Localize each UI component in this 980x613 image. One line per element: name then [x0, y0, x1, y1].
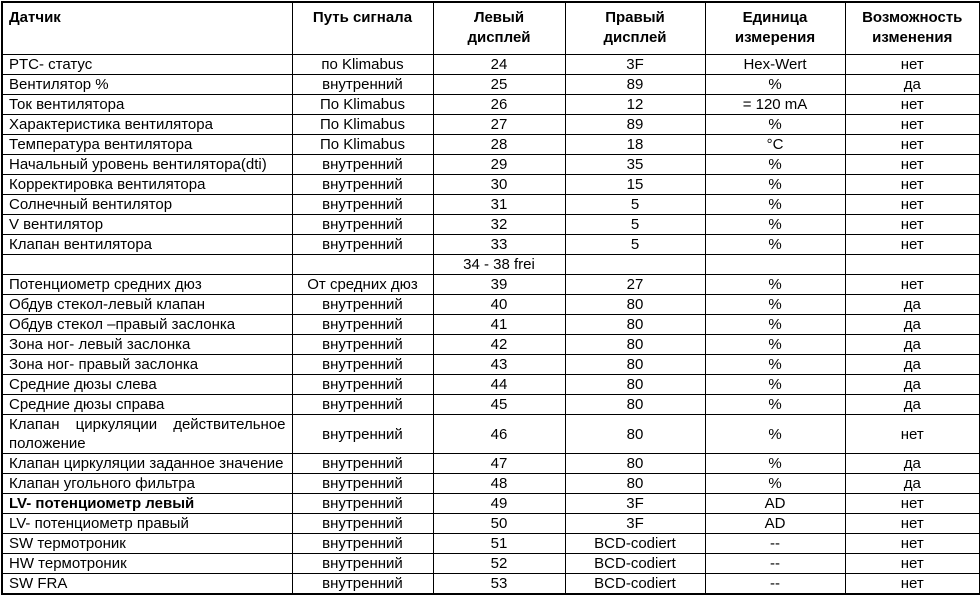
unit-cell: % — [705, 395, 845, 415]
table-row — [2, 155, 980, 175]
table-row — [2, 315, 980, 335]
unit-cell: % — [705, 155, 845, 175]
unit-cell: % — [705, 75, 845, 95]
changeable-cell: да — [845, 474, 980, 494]
unit-cell: AD — [705, 494, 845, 514]
table-row — [2, 55, 980, 75]
right-display-cell: 89 — [565, 75, 705, 95]
changeable-cell: нет — [845, 494, 980, 514]
header-line: дисплей — [467, 29, 531, 46]
signal-path-cell: внутренний — [292, 315, 433, 335]
header-line: дисплей — [603, 29, 667, 46]
sensor-name-cell: SW термотроник — [2, 534, 292, 554]
left-display-cell: 40 — [433, 295, 565, 315]
sensor-name-cell: Обдув стекол-левый клапан — [2, 295, 292, 315]
right-display-cell: 12 — [565, 95, 705, 115]
table-row — [2, 115, 980, 135]
unit-cell: % — [705, 315, 845, 335]
changeable-cell: да — [845, 375, 980, 395]
sensor-name-cell: Солнечный вентилятор — [2, 195, 292, 215]
right-display-cell: 89 — [565, 115, 705, 135]
signal-path-cell: внутренний — [292, 235, 433, 255]
right-display-cell: BCD-codiert — [565, 534, 705, 554]
table-row — [2, 335, 980, 355]
sensor-name-cell: Начальный уровень вентилятора(dti) — [2, 155, 292, 175]
left-display-cell: 28 — [433, 135, 565, 155]
changeable-cell: нет — [845, 115, 980, 135]
header-line: Путь сигнала — [312, 9, 413, 26]
right-display-cell: 5 — [565, 235, 705, 255]
table-row — [2, 574, 980, 595]
column-header-right-display — [565, 2, 705, 55]
sensor-name-cell: Средние дюзы слева — [2, 375, 292, 395]
changeable-cell: нет — [845, 175, 980, 195]
signal-path-cell: внутренний — [292, 514, 433, 534]
signal-path-cell: внутренний — [292, 574, 433, 595]
changeable-cell: нет — [845, 275, 980, 295]
right-display-cell: 27 — [565, 275, 705, 295]
changeable-cell: нет — [845, 215, 980, 235]
sensor-name-cell: LV- потенциометр правый — [2, 514, 292, 534]
changeable-cell: нет — [845, 95, 980, 115]
right-display-cell: BCD-codiert — [565, 554, 705, 574]
sensor-name-cell: Потенциометр средних дюз — [2, 275, 292, 295]
right-display-cell: 35 — [565, 155, 705, 175]
sensor-name-cell: PTC- статус — [2, 55, 292, 75]
table-body — [2, 55, 980, 595]
changeable-cell: да — [845, 335, 980, 355]
sensor-name-cell: Зона ног- левый заслонка — [2, 335, 292, 355]
signal-path-cell — [292, 255, 433, 275]
unit-cell: % — [705, 275, 845, 295]
sensor-name-cell: Характеристика вентилятора — [2, 115, 292, 135]
right-display-cell: BCD-codiert — [565, 574, 705, 595]
left-display-cell: 42 — [433, 335, 565, 355]
column-header-left-display — [433, 2, 565, 55]
right-display-cell: 80 — [565, 395, 705, 415]
table-row — [2, 215, 980, 235]
left-display-cell: 27 — [433, 115, 565, 135]
sensor-name-cell: Вентилятор % — [2, 75, 292, 95]
right-display-cell: 80 — [565, 315, 705, 335]
sensor-name-cell — [2, 255, 292, 275]
changeable-cell: нет — [845, 55, 980, 75]
unit-cell: % — [705, 375, 845, 395]
left-display-cell: 44 — [433, 375, 565, 395]
changeable-cell: нет — [845, 574, 980, 595]
left-display-cell: 24 — [433, 55, 565, 75]
unit-cell: °C — [705, 135, 845, 155]
header-line: Датчик — [9, 9, 61, 26]
right-display-cell: 3F — [565, 494, 705, 514]
signal-path-cell: внутренний — [292, 155, 433, 175]
unit-cell: % — [705, 295, 845, 315]
signal-path-cell: по Klimabus — [292, 55, 433, 75]
right-display-cell: 80 — [565, 295, 705, 315]
left-display-cell: 25 — [433, 75, 565, 95]
unit-cell: % — [705, 195, 845, 215]
left-display-cell: 52 — [433, 554, 565, 574]
table-row — [2, 375, 980, 395]
table-row — [2, 175, 980, 195]
right-display-cell: 5 — [565, 195, 705, 215]
unit-cell: = 120 mA — [705, 95, 845, 115]
left-display-cell: 34 - 38 frei — [433, 255, 565, 275]
signal-path-cell: внутренний — [292, 75, 433, 95]
unit-cell: % — [705, 355, 845, 375]
left-display-cell: 31 — [433, 195, 565, 215]
table-row — [2, 514, 980, 534]
unit-cell: AD — [705, 514, 845, 534]
unit-cell: % — [705, 215, 845, 235]
unit-cell: % — [705, 415, 845, 454]
table-row — [2, 534, 980, 554]
right-display-cell: 5 — [565, 215, 705, 235]
unit-cell — [705, 255, 845, 275]
left-display-cell: 33 — [433, 235, 565, 255]
sensor-name-cell: Ток вентилятора — [2, 95, 292, 115]
left-display-cell: 29 — [433, 155, 565, 175]
signal-path-cell: внутренний — [292, 195, 433, 215]
left-display-cell: 49 — [433, 494, 565, 514]
right-display-cell: 80 — [565, 335, 705, 355]
table-row — [2, 494, 980, 514]
table-row — [2, 355, 980, 375]
sensor-name-cell: Клапан угольного фильтра — [2, 474, 292, 494]
unit-cell: Hex-Wert — [705, 55, 845, 75]
table-row — [2, 554, 980, 574]
right-display-cell: 80 — [565, 415, 705, 454]
sensor-name-cell: Зона ног- правый заслонка — [2, 355, 292, 375]
header-line: Левый — [473, 9, 525, 26]
signal-path-cell: внутренний — [292, 295, 433, 315]
header-row — [2, 2, 980, 55]
unit-cell: % — [705, 335, 845, 355]
changeable-cell — [845, 255, 980, 275]
left-display-cell: 43 — [433, 355, 565, 375]
sensor-name-cell: Средние дюзы справа — [2, 395, 292, 415]
right-display-cell: 18 — [565, 135, 705, 155]
right-display-cell: 3F — [565, 514, 705, 534]
unit-cell: -- — [705, 534, 845, 554]
table-row — [2, 135, 980, 155]
left-display-cell: 46 — [433, 415, 565, 454]
unit-cell: -- — [705, 554, 845, 574]
left-display-cell: 30 — [433, 175, 565, 195]
right-display-cell — [565, 255, 705, 275]
header-line: Единица — [742, 9, 808, 26]
unit-cell: % — [705, 175, 845, 195]
sensor-name-cell: Корректировка вентилятора — [2, 175, 292, 195]
sensor-name-cell: V вентилятор — [2, 215, 292, 235]
left-display-cell: 41 — [433, 315, 565, 335]
sensor-name-cell: Клапан циркуляции заданное значение — [2, 454, 292, 474]
signal-path-cell: внутренний — [292, 215, 433, 235]
sensor-name-cell: HW термотроник — [2, 554, 292, 574]
signal-path-cell: внутренний — [292, 355, 433, 375]
column-header-sensor — [2, 2, 292, 55]
right-display-cell: 3F — [565, 55, 705, 75]
column-header-signal-path — [292, 2, 433, 55]
signal-path-cell: внутренний — [292, 175, 433, 195]
changeable-cell: нет — [845, 235, 980, 255]
header-line: Правый — [605, 9, 665, 26]
signal-path-cell: внутренний — [292, 415, 433, 454]
changeable-cell: нет — [845, 155, 980, 175]
signal-path-cell: внутренний — [292, 494, 433, 514]
signal-path-cell: внутренний — [292, 335, 433, 355]
left-display-cell: 45 — [433, 395, 565, 415]
left-display-cell: 50 — [433, 514, 565, 534]
sensor-name-cell: Клапан циркуляции действительное положение — [2, 415, 292, 454]
signal-path-cell: внутренний — [292, 375, 433, 395]
signal-path-cell: По Klimabus — [292, 115, 433, 135]
changeable-cell: да — [845, 295, 980, 315]
right-display-cell: 80 — [565, 454, 705, 474]
table-row — [2, 395, 980, 415]
right-display-cell: 80 — [565, 375, 705, 395]
column-header-changeable — [845, 2, 980, 55]
table-row — [2, 474, 980, 494]
signal-path-cell: внутренний — [292, 554, 433, 574]
changeable-cell: да — [845, 355, 980, 375]
unit-cell: % — [705, 474, 845, 494]
header-line: изменения — [872, 29, 953, 46]
left-display-cell: 39 — [433, 275, 565, 295]
changeable-cell: да — [845, 315, 980, 335]
table-row — [2, 235, 980, 255]
changeable-cell: нет — [845, 135, 980, 155]
sensor-name-cell: Температура вентилятора — [2, 135, 292, 155]
column-header-unit — [705, 2, 845, 55]
changeable-cell: нет — [845, 534, 980, 554]
signal-path-cell: По Klimabus — [292, 135, 433, 155]
right-display-cell: 80 — [565, 474, 705, 494]
signal-path-cell: внутренний — [292, 534, 433, 554]
unit-cell: % — [705, 454, 845, 474]
left-display-cell: 53 — [433, 574, 565, 595]
table-row — [2, 195, 980, 215]
right-display-cell: 15 — [565, 175, 705, 195]
left-display-cell: 51 — [433, 534, 565, 554]
sensor-parameter-table — [1, 1, 980, 595]
table-row — [2, 75, 980, 95]
changeable-cell: да — [845, 75, 980, 95]
signal-path-cell: По Klimabus — [292, 95, 433, 115]
left-display-cell: 48 — [433, 474, 565, 494]
table-row — [2, 275, 980, 295]
changeable-cell: да — [845, 454, 980, 474]
signal-path-cell: внутренний — [292, 474, 433, 494]
table-row — [2, 415, 980, 454]
sensor-name-cell: Клапан вентилятора — [2, 235, 292, 255]
changeable-cell: нет — [845, 554, 980, 574]
left-display-cell: 32 — [433, 215, 565, 235]
header-line: Возможность — [862, 9, 963, 26]
header-line: измерения — [734, 29, 816, 46]
unit-cell: -- — [705, 574, 845, 595]
unit-cell: % — [705, 115, 845, 135]
changeable-cell: нет — [845, 195, 980, 215]
changeable-cell: нет — [845, 415, 980, 454]
signal-path-cell: внутренний — [292, 395, 433, 415]
left-display-cell: 47 — [433, 454, 565, 474]
changeable-cell: нет — [845, 514, 980, 534]
unit-cell: % — [705, 235, 845, 255]
table-row — [2, 255, 980, 275]
signal-path-cell: От средних дюз — [292, 275, 433, 295]
table-row — [2, 95, 980, 115]
sensor-name-cell: LV- потенциометр левый — [2, 494, 292, 514]
sensor-name-cell: Обдув стекол –правый заслонка — [2, 315, 292, 335]
signal-path-cell: внутренний — [292, 454, 433, 474]
table-row — [2, 295, 980, 315]
sensor-name-cell: SW FRA — [2, 574, 292, 595]
changeable-cell: да — [845, 395, 980, 415]
left-display-cell: 26 — [433, 95, 565, 115]
right-display-cell: 80 — [565, 355, 705, 375]
table-row — [2, 454, 980, 474]
